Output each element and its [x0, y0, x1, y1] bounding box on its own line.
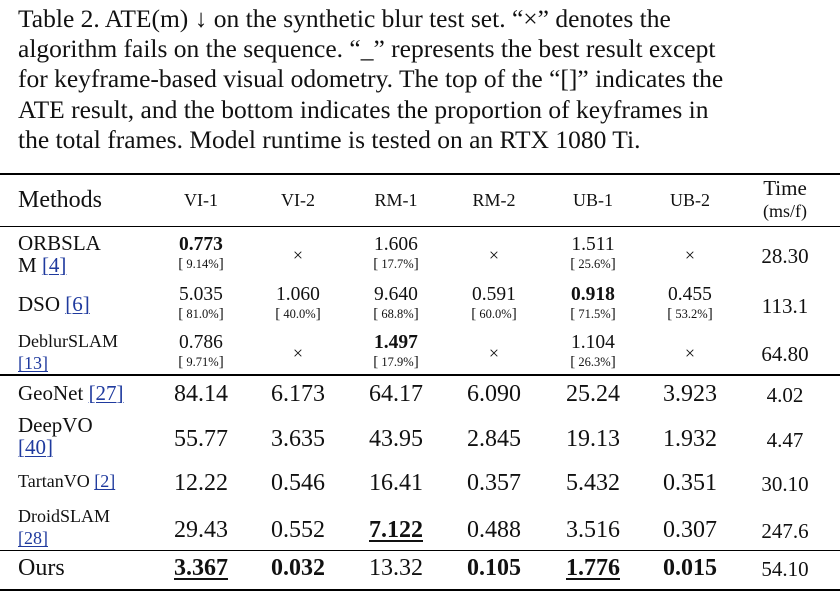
- table-top-rule: [0, 173, 840, 175]
- caption-line: algorithm fails on the sequence. “_” represents the best result except: [18, 34, 716, 64]
- ate-cell: [178, 234, 223, 271]
- ate-cell: [275, 284, 320, 321]
- ate-value: 3.635: [271, 426, 325, 452]
- header-col: UB-2: [670, 190, 710, 210]
- caption-line: the total frames. Model runtime is tested on an RTX 1080 Ti.: [18, 124, 641, 154]
- ate-cell: [570, 284, 615, 321]
- ate-cell: [178, 332, 223, 369]
- runtime-value: 54.10: [761, 557, 809, 581]
- ate-value: 3.367: [174, 555, 228, 581]
- runtime-value: 28.30: [761, 244, 809, 268]
- fail-mark: ×: [488, 245, 500, 265]
- ate-value: 13.32: [369, 555, 423, 581]
- ate-value: 1.932: [663, 426, 717, 452]
- ate-value: 6.090: [467, 381, 521, 407]
- runtime-value: 4.47: [766, 428, 804, 452]
- keyframe-ratio: [ 68.8%]: [373, 306, 419, 322]
- ate-cell: [178, 284, 223, 321]
- ate-value: 0.015: [663, 555, 717, 581]
- keyframe-ratio: [ 9.71%]: [178, 354, 224, 370]
- keyframe-ratio: [ 81.0%]: [178, 306, 224, 322]
- fail-mark: ×: [292, 245, 304, 265]
- ate-value: 29.43: [174, 517, 228, 543]
- method-name: DSO [6]: [18, 292, 90, 316]
- table-bottom-rule: [0, 589, 840, 591]
- ate-value: 84.14: [174, 381, 228, 407]
- ate-value: 9.640: [374, 284, 418, 305]
- citation-link[interactable]: [6]: [65, 292, 90, 316]
- header-rule: [0, 226, 840, 227]
- ate-value: 25.24: [566, 381, 620, 407]
- keyframe-ratio: [ 25.6%]: [570, 256, 616, 272]
- ate-value: 1.497: [374, 332, 418, 353]
- header-col: UB-1: [573, 190, 613, 210]
- header-time-unit: (ms/f): [763, 201, 807, 221]
- keyframe-ratio: [ 53.2%]: [667, 306, 713, 322]
- ate-value: 55.77: [174, 426, 228, 452]
- ate-value: 0.591: [472, 284, 516, 305]
- keyframe-ratio: [ 17.7%]: [373, 256, 419, 272]
- ate-value: 1.776: [566, 555, 620, 581]
- runtime-value: 30.10: [761, 472, 809, 496]
- ate-value: 0.351: [663, 470, 717, 496]
- ours-separator-rule: [0, 550, 840, 551]
- ate-cell: [667, 284, 712, 321]
- keyframe-ratio: [ 26.3%]: [570, 354, 616, 370]
- header-col: VI-1: [184, 190, 218, 210]
- method-name: DroidSLAM [28]: [18, 506, 111, 548]
- ate-value: 16.41: [369, 470, 423, 496]
- keyframe-ratio: [ 60.0%]: [471, 306, 517, 322]
- ate-value: 5.035: [179, 284, 223, 305]
- fail-mark: ×: [684, 245, 696, 265]
- fail-mark: ×: [488, 343, 500, 363]
- ate-value: 1.511: [571, 234, 615, 255]
- table-caption: [18, 4, 824, 155]
- keyframe-ratio: [ 71.5%]: [570, 306, 616, 322]
- ate-value: 3.923: [663, 381, 717, 407]
- citation-link[interactable]: [28]: [18, 528, 48, 548]
- header-time: Time: [763, 176, 807, 200]
- method-name: DeblurSLAM [13]: [18, 331, 118, 373]
- ate-value: 0.773: [179, 234, 223, 255]
- ate-value: 0.105: [467, 555, 521, 581]
- method-name: ORBSLA M [4]: [18, 231, 101, 277]
- citation-link[interactable]: [40]: [18, 435, 53, 459]
- ate-value: 7.122: [369, 517, 423, 543]
- ate-value: 0.455: [668, 284, 712, 305]
- ate-value: 6.173: [271, 381, 325, 407]
- ate-value: 0.307: [663, 517, 717, 543]
- ate-cell: [570, 234, 615, 271]
- citation-link[interactable]: [4]: [41, 253, 67, 277]
- ate-cell: [471, 284, 516, 321]
- fail-mark: ×: [684, 343, 696, 363]
- ate-value: 12.22: [174, 470, 228, 496]
- caption-line: for keyframe-based visual odometry. The top of the “[]” indicates the: [18, 64, 724, 94]
- ate-value: 0.488: [467, 517, 521, 543]
- header-col: RM-1: [374, 190, 418, 210]
- ate-value: 1.104: [571, 332, 615, 353]
- citation-link[interactable]: [27]: [88, 381, 124, 405]
- header-methods: Methods: [18, 187, 102, 213]
- caption-line: Table 2. ATE(m) ↓ on the synthetic blur test set. “×” denotes the: [18, 4, 671, 33]
- keyframe-ratio: [ 17.9%]: [373, 354, 419, 370]
- ate-value: 19.13: [566, 426, 620, 452]
- ate-value: 0.786: [179, 332, 223, 353]
- header-col: VI-2: [281, 190, 315, 210]
- runtime-value: 247.6: [761, 519, 809, 543]
- fail-mark: ×: [292, 343, 304, 363]
- ate-value: 64.17: [369, 381, 423, 407]
- ate-value: 0.032: [271, 555, 325, 581]
- ate-value: 5.432: [566, 470, 620, 496]
- method-name: GeoNet [27]: [18, 381, 124, 405]
- ate-value: 0.552: [271, 517, 325, 543]
- keyframe-ratio: [ 9.14%]: [178, 256, 224, 272]
- runtime-value: 64.80: [761, 342, 809, 366]
- ate-cell: [373, 234, 418, 271]
- citation-link[interactable]: [2]: [94, 471, 116, 491]
- ate-value: 0.357: [467, 470, 521, 496]
- citation-link[interactable]: [13]: [18, 353, 48, 373]
- ate-value: 2.845: [467, 426, 521, 452]
- ate-value: 3.516: [566, 517, 620, 543]
- ate-value: 1.060: [276, 284, 320, 305]
- ate-value: 43.95: [369, 426, 423, 452]
- ate-cell: [373, 332, 418, 369]
- method-name: TartanVO [2]: [18, 471, 116, 491]
- runtime-value: 4.02: [766, 383, 804, 407]
- group-separator-rule: [0, 374, 840, 376]
- caption-line: ATE result, and the bottom indicates the proportion of keyframes in: [18, 94, 709, 124]
- runtime-value: 113.1: [761, 294, 809, 318]
- ate-value: 0.918: [571, 284, 615, 305]
- keyframe-ratio: [ 40.0%]: [275, 306, 321, 322]
- ate-value: 1.606: [374, 234, 418, 255]
- header-col: RM-2: [472, 190, 516, 210]
- ate-value: 0.546: [271, 470, 325, 496]
- method-name: Ours: [18, 555, 65, 581]
- ate-cell: [373, 284, 418, 321]
- ate-cell: [570, 332, 615, 369]
- method-name: DeepVO [40]: [18, 413, 93, 459]
